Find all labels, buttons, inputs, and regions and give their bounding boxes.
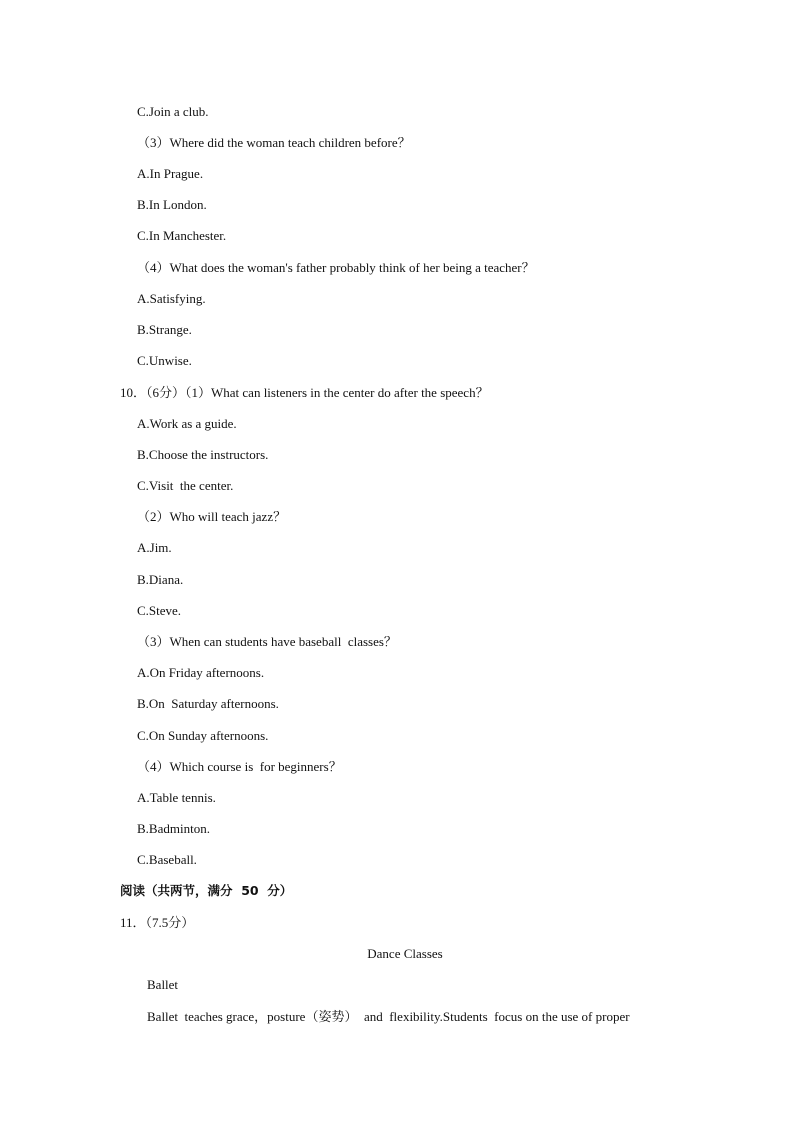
q10-sub-4-option-a: A.Table tennis. [137, 790, 216, 805]
q10-sub-4-question: （4）Which course is for beginners？ [137, 759, 342, 774]
reading-section-heading: 阅读（共两节，满分 50 分） [120, 883, 293, 898]
q9-sub-3-option-c: C.In Manchester. [137, 228, 227, 243]
q10-sub-3-question: （3）When can students have baseball classes？ [137, 634, 397, 649]
q10-sub-4-option-c: C.Baseball. [137, 852, 197, 867]
q10-sub-1-option-a: A.Work as a guide. [137, 416, 237, 431]
q10-sub-2-option-b: B.Diana. [137, 572, 184, 587]
passage-paragraph: Ballet teaches grace，posture（姿势） and flexibility.Students focus on the use of proper [147, 1009, 630, 1024]
q10-sub-1-option-c: C.Visit the center. [137, 478, 234, 493]
q9-sub-4-question: （4）What does the woman's father probably think of her being a teacher？ [137, 260, 535, 275]
q9-sub-4-option-c: C.Unwise. [137, 353, 192, 368]
q9-sub-3-option-a: A.In Prague. [137, 166, 204, 181]
q10-question: 10．（6分）（1）What can listeners in the center do after the speech？ [120, 385, 489, 400]
q9-sub-3-option-b: B.In London. [137, 197, 207, 212]
q10-sub-3-option-b: B.On Saturday afternoons. [137, 696, 279, 711]
q9-sub-3-question: （3）Where did the woman teach children before？ [137, 135, 411, 150]
q10-sub-2-option-c: C.Steve. [137, 603, 182, 618]
q10-sub-4-option-b: B.Badminton. [137, 821, 210, 836]
q10-sub-3-option-c: C.On Sunday afternoons. [137, 728, 269, 743]
passage-subheading: Ballet [147, 977, 179, 992]
q10-sub-2-option-a: A.Jim. [137, 540, 172, 555]
passage-title: Dance Classes [367, 946, 443, 961]
q10-sub-3-option-a: A.On Friday afternoons. [137, 665, 265, 680]
q9-option-c: C.Join a club. [137, 104, 209, 119]
q9-sub-4-option-b: B.Strange. [137, 322, 192, 337]
q9-sub-4-option-a: A.Satisfying. [137, 291, 206, 306]
q10-sub-2-question: （2）Who will teach jazz？ [137, 509, 287, 524]
q10-sub-1-option-b: B.Choose the instructors. [137, 447, 269, 462]
q11-question: 11．（7.5分） [120, 915, 195, 930]
